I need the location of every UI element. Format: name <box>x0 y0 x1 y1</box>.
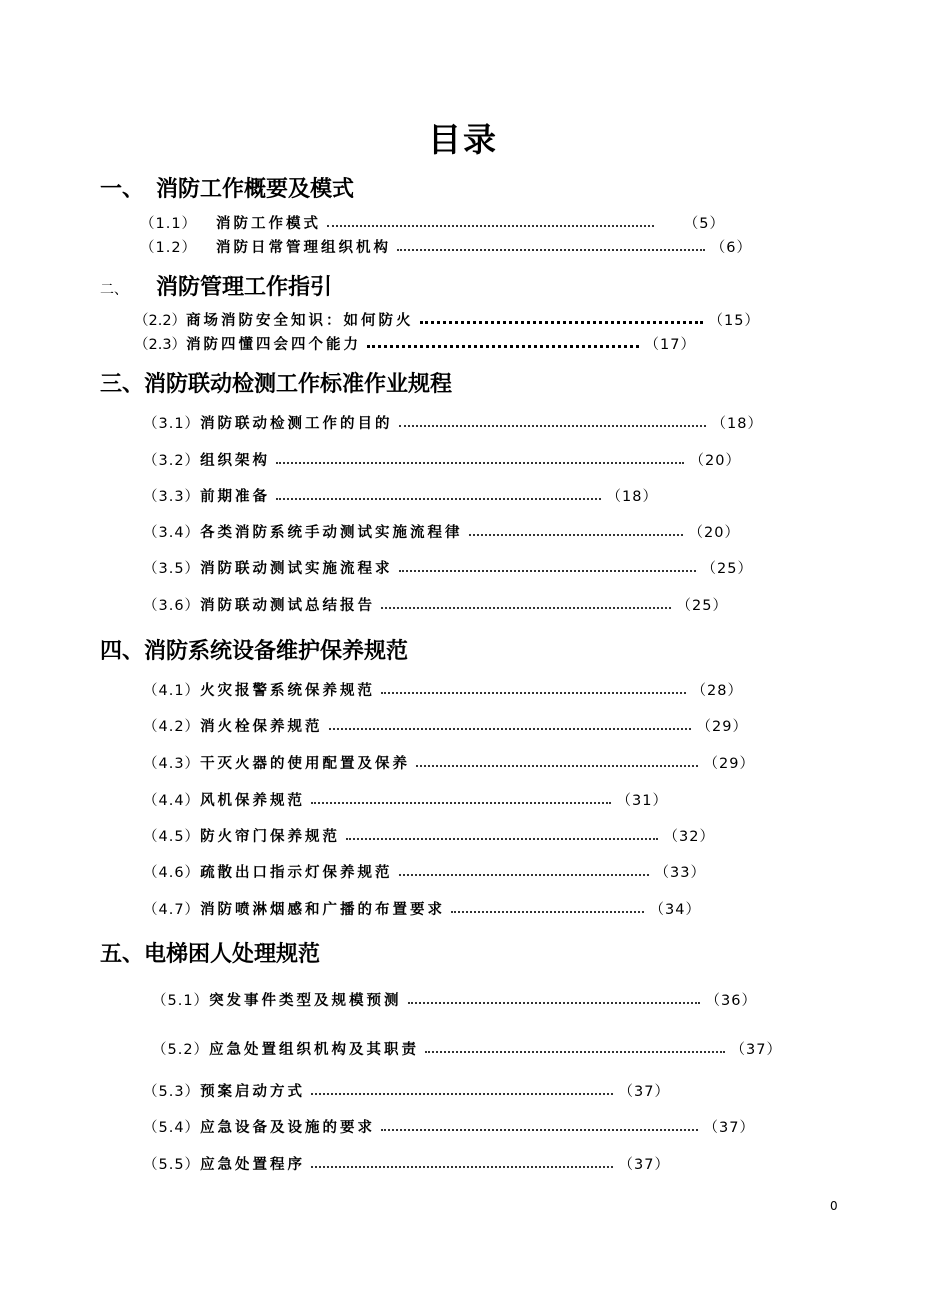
entry-page: （33） <box>654 864 706 881</box>
entry-page: （28） <box>691 682 743 699</box>
entry-text: 预案启动方式 <box>200 1083 306 1100</box>
section-number: 四、 <box>100 639 145 664</box>
entry-text: 组织架构 <box>200 452 271 469</box>
section-title: 消防系统设备维护保养规范 <box>144 639 409 664</box>
entry-text: 防火帘门保养规范 <box>200 828 341 845</box>
dot-leader <box>276 461 683 464</box>
section-heading-4 <box>100 634 408 665</box>
entry-page: （15） <box>708 312 760 329</box>
toc-entry-4-1[interactable] <box>143 678 743 700</box>
section-title: 消防联动检测工作标准作业规程 <box>144 372 453 397</box>
toc-entry-2-2[interactable] <box>134 308 760 330</box>
toc-entry-4-4[interactable] <box>143 788 668 810</box>
entry-page: （18） <box>606 488 658 505</box>
entry-text: 消防四懂四会四个能力 <box>186 336 362 353</box>
entry-text: 消防工作模式 <box>216 215 321 232</box>
entry-number: （2.3） <box>134 336 187 353</box>
dot-leader <box>311 1092 612 1095</box>
section-number: 二、 <box>100 282 128 298</box>
toc-entry-3-2[interactable] <box>143 448 741 470</box>
section-heading-2 <box>100 270 332 301</box>
entry-text: 消防联动测试总结报告 <box>200 597 376 614</box>
dot-leader <box>451 910 643 913</box>
dot-leader <box>367 344 638 348</box>
toc-entry-1-2[interactable] <box>140 235 752 257</box>
toc-entry-4-3[interactable] <box>143 751 755 773</box>
toc-entry-5-1[interactable] <box>152 988 757 1010</box>
dot-leader <box>381 691 685 694</box>
section-heading-1 <box>100 172 354 203</box>
entry-page: （37） <box>618 1156 670 1173</box>
entry-number: （5.5） <box>143 1156 201 1173</box>
entry-text: 风机保养规范 <box>200 792 306 809</box>
entry-number: （2.2） <box>134 312 187 329</box>
entry-page: （25） <box>676 597 728 614</box>
dot-leader <box>420 320 703 324</box>
entry-text: 前期准备 <box>200 488 271 505</box>
dot-leader <box>469 533 683 536</box>
entry-text: 各类消防系统手动测试实施流程律 <box>200 524 463 541</box>
entry-number: （4.6） <box>143 864 201 881</box>
section-title: 电梯困人处理规范 <box>144 942 321 967</box>
entry-page: （18） <box>711 415 763 432</box>
entry-page: （5） <box>683 215 725 232</box>
entry-number: （3.2） <box>143 452 201 469</box>
entry-number: （1.2） <box>140 239 198 256</box>
toc-entry-3-5[interactable] <box>143 556 753 578</box>
entry-page: （20） <box>688 524 740 541</box>
dot-leader <box>397 248 705 251</box>
entry-number: （5.1） <box>152 992 210 1009</box>
entry-number: （3.3） <box>143 488 201 505</box>
section-title: 消防管理工作指引 <box>156 275 333 300</box>
dot-leader <box>381 1128 697 1131</box>
toc-entry-3-3[interactable] <box>143 484 658 506</box>
entry-text: 消防喷淋烟感和广播的布置要求 <box>200 901 446 918</box>
toc-entry-3-1[interactable] <box>143 411 763 433</box>
entry-number: （5.3） <box>143 1083 201 1100</box>
entry-text: 突发事件类型及规模预测 <box>209 992 402 1009</box>
toc-entry-1-1[interactable] <box>140 211 725 233</box>
dot-leader <box>327 224 654 227</box>
dot-leader <box>311 1165 612 1168</box>
entry-page: （25） <box>701 560 753 577</box>
section-number: 一、 <box>100 177 145 202</box>
entry-text: 消火栓保养规范 <box>200 718 323 735</box>
entry-page: （32） <box>663 828 715 845</box>
dot-leader <box>425 1050 724 1053</box>
dot-leader <box>399 569 696 572</box>
dot-leader <box>381 606 670 609</box>
entry-number: （4.2） <box>143 718 201 735</box>
entry-page: （34） <box>649 901 701 918</box>
entry-text: 消防联动测试实施流程求 <box>200 560 393 577</box>
section-title: 消防工作概要及模式 <box>156 177 355 202</box>
dot-leader <box>399 873 649 876</box>
entry-text: 疏散出口指示灯保养规范 <box>200 864 393 881</box>
entry-number: （4.1） <box>143 682 201 699</box>
entry-number: （5.4） <box>143 1119 201 1136</box>
section-heading-3 <box>100 367 452 398</box>
entry-text: 消防日常管理组织机构 <box>216 239 391 256</box>
toc-entry-2-3[interactable] <box>134 332 696 354</box>
toc-entry-4-6[interactable] <box>143 860 706 882</box>
entry-page: （37） <box>730 1041 782 1058</box>
entry-page: （20） <box>689 452 741 469</box>
dot-leader <box>276 497 600 500</box>
entry-number: （3.4） <box>143 524 201 541</box>
toc-entry-3-4[interactable] <box>143 520 740 542</box>
dot-leader <box>329 727 691 730</box>
entry-text: 干灭火器的使用配置及保养 <box>200 755 411 772</box>
dot-leader <box>416 764 697 767</box>
entry-text: 消防联动检测工作的目的 <box>200 415 393 432</box>
entry-number: （4.5） <box>143 828 201 845</box>
toc-entry-5-5[interactable] <box>143 1152 670 1174</box>
section-heading-5 <box>100 937 320 968</box>
entry-page: （37） <box>618 1083 670 1100</box>
dot-leader <box>346 837 657 840</box>
entry-text: 商场消防安全知识：如何防火 <box>186 312 414 329</box>
toc-entry-3-6[interactable] <box>143 593 728 615</box>
dot-leader <box>399 424 706 427</box>
entry-number: （4.3） <box>143 755 201 772</box>
entry-text: 应急设备及设施的要求 <box>200 1119 376 1136</box>
dot-leader <box>408 1001 700 1004</box>
entry-page: （31） <box>616 792 668 809</box>
entry-number: （3.1） <box>143 415 201 432</box>
toc-entry-4-7[interactable] <box>143 897 701 919</box>
toc-entry-5-2[interactable] <box>152 1037 782 1059</box>
entry-number: （3.5） <box>143 560 201 577</box>
toc-entry-4-5[interactable] <box>143 824 715 846</box>
dot-leader <box>311 801 610 804</box>
toc-entry-5-3[interactable] <box>143 1079 670 1101</box>
entry-number: （3.6） <box>143 597 201 614</box>
toc-entry-5-4[interactable] <box>143 1115 755 1137</box>
section-number: 五、 <box>100 942 145 967</box>
page-number: 0 <box>830 1199 838 1213</box>
entry-page: （6） <box>710 239 752 256</box>
entry-text: 应急处置组织机构及其职责 <box>209 1041 420 1058</box>
entry-page: （17） <box>644 336 696 353</box>
section-number: 三、 <box>100 372 145 397</box>
entry-page: （29） <box>696 718 748 735</box>
entry-text: 火灾报警系统保养规范 <box>200 682 376 699</box>
toc-title: 目录 <box>428 120 498 159</box>
toc-entry-4-2[interactable] <box>143 714 748 736</box>
entry-number: （5.2） <box>152 1041 210 1058</box>
entry-page: （29） <box>703 755 755 772</box>
entry-number: （4.4） <box>143 792 201 809</box>
entry-text: 应急处置程序 <box>200 1156 306 1173</box>
entry-page: （37） <box>703 1119 755 1136</box>
entry-number: （4.7） <box>143 901 201 918</box>
entry-page: （36） <box>705 992 757 1009</box>
entry-number: （1.1） <box>140 215 198 232</box>
